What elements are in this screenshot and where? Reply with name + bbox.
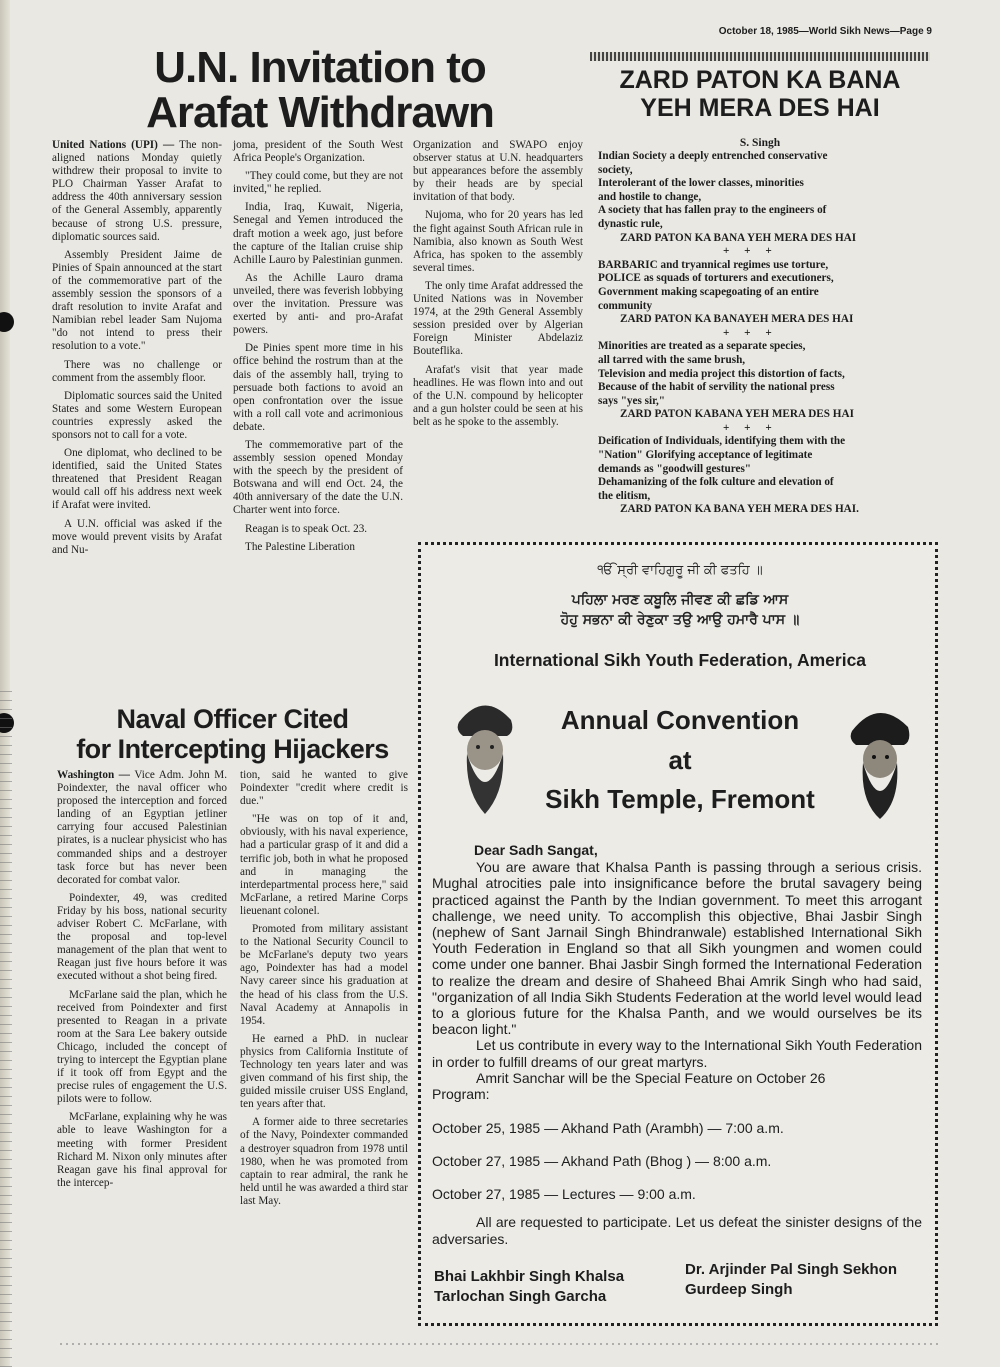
un-col2-para: India, Iraq, Kuwait, Nigeria, Senegal and Yemen introduced the draft motion a week ago, just before the capture of the Italian cruise ship Achille Lauro by Palestinian gunmen. [233,201,403,266]
un-col1-para: One diplomat, who declined to be identified, said the United States threatened that President Reagan would call off his address next week if Arafat were invited. [52,447,222,512]
program-label: Program: [432,1086,490,1103]
poem-line: Government making scapegoating of an entire [598,285,819,298]
bottom-rule [60,1343,940,1345]
poem-line: Minorities are treated as a separate species, [598,340,806,353]
naval-col1-para: McFarlane said the plan, which he received from Poindexter and first presented to Reagan in a private room at the Sara Lee bakery outside Chicago, included the concept of trying to intercept the Egyptian plane if it took off from Egypt and the precise rules of engagement the U.S. pilots were to follow. [57,988,227,1106]
un-column-3 [413,139,583,434]
signatories-right [685,1260,897,1300]
un-headline-line-2: Arafat Withdrawn [146,87,494,137]
poem-title-line-1: ZARD PATON KA BANA [619,66,901,94]
signatory: Dr. Arjinder Pal Singh Sekhon [685,1261,897,1278]
poem-title [590,67,930,122]
poem-line: demands as "goodwill gestures" [598,462,752,475]
ad-letter [432,842,922,1102]
punjabi-verse-line-1: ਪਹਿਲਾ ਮਰਣ ਕਬੂਲਿ ਜੀਵਣ ਕੀ ਛਡਿ ਆਸ [571,592,789,608]
portrait-left-image [445,692,523,814]
poem-line: Indian Society a deeply entrenched conservative [598,150,828,162]
convention-title [520,701,840,820]
poem-line: society, [598,163,633,176]
un-col1-para: Diplomatic sources said the United States and some Western European countries expressly asked the sponsors not to call for a vote. [52,389,222,441]
naval-col1-para: McFarlane, explaining why he was able to leave Washington for a meeting with former President Richard M. Nixon only minutes after Reagan gave his final approval for the intercep- [57,1111,227,1189]
un-col1-para-0: United Nations (UPI) — The non-aligned nations Monday quietly withdrew their proposal to invite to PLO Chairman Yasser Arafat to address the 40th anniversary session of the General Assembly, apparently because of strong U.S. pressure, diplomatic sources said. [52,139,222,243]
un-dateline: United Nations (UPI) — [52,139,175,151]
poem-refrain: ZARD PATON KA BANA YEH MERA DES HAI. [620,503,859,516]
un-col1-para: There was no challenge or comment from the assembly floor. [52,358,222,384]
un-col2-para: As the Achille Lauro drama unveiled, there was feverish lobbying over the invitation. Pressure was exerted by anti- and pro-Arafat powers. [233,271,403,337]
poem-line: "Nation" Glorifying acceptance of legitimate [598,449,813,462]
poem-separator: + + + [723,245,778,258]
poem-author: S. Singh [739,137,781,149]
program-item: October 27, 1985 — Akhand Path (Bhog ) — 8:00 a.m. [432,1153,772,1169]
naval-column-1 [57,769,227,1195]
punjabi-verse-line-2: ਹੋਹੁ ਸਭਨਾ ਕੀ ਰੇਣੁਕਾ ਤਉ ਆਉ ਹਮਾਰੈ ਪਾਸ ॥ [560,612,800,628]
program-item: October 25, 1985 — Akhand Path (Arambh) — 7:00 a.m. [432,1120,784,1136]
un-col2-para: De Pinies spent more time in his office behind the rostrum than at the dais of the assembly hall, trying to persuade both factions to avoid an open confrontation over the issue with a roll call vote and acrimonious debate. [233,342,403,433]
poem-refrain: ZARD PATON KA BANA YEH MERA DES HAI [620,231,857,244]
organization-name: International Sikh Youth Federation, America [493,650,867,670]
poem-line: BARBARIC and tryannical regimes use torture, [598,258,829,271]
un-col1-para: A U.N. official was asked if the move would prevent visits by Arafat and Nu- [52,517,222,556]
poem-line: Dehamanizing of the folk culture and elevation of [598,476,834,489]
portrait-right-image [840,697,918,819]
letter-paragraph-1: You are aware that Khalsa Panth is passing through a serious crisis. Mughal atrocities pale into insignificance before the brutal savagery being practiced against the Panth by the Indian government. To meet this arrogant challenge, we need unity. To accomplish this objective, Bhai Jasbir Singh (nephew of Sant Jarnail Singh Bhindranwale) established International Sikh Youth Federation in England so that all Sikh youngmen and women could come under one banner. Bhai Jasbir Singh formed the International Federation to realize the dream and desire of Shaheed Bhai Amrik Singh who had said, "organization of all India Sikh Students Federation at the world level would lead to a glorious future for the Khalsa Panth, and we would ourselves be its beacon light." [432,859,922,1038]
signatories-left [434,1267,624,1307]
un-col2-para: joma, president of the South West Africa People's Organization. [233,139,403,165]
un-col2-para: "They could come, but they are not invited," he replied. [233,170,403,196]
un-col1-para: Assembly President Jaime de Pinies of Spain announced at the start of the commemorative part of the assembly session the sponsors of a draft resolution to invite Arafat and Namibian rebel leader Sam Nujoma "do not intend to press their resolution to a vote." [52,248,222,353]
poem-body [598,150,938,517]
poem-separator: + + + [723,326,778,339]
naval-col2-para: Promoted from military assistant to the National Security Council to be McFarlane's deputy two years ago, Poindexter has had a model Navy career since his graduation at the head of his class from the U.S. Naval Academy at Annapolis in 1954. [240,923,408,1027]
poem-refrain: ZARD PATON KABANA YEH MERA DES HAI [620,408,854,421]
poem-line: community [598,299,653,312]
poem-title-line-2: YEH MERA DES HAI [640,93,880,122]
naval-column-2 [240,769,408,1213]
un-column-2 [233,139,403,559]
naval-col2-para: A former aide to three secretaries of the Navy, Poindexter commanded a destroyer squadron from 1978 until 1980, when he was promoted from captain to rear admiral, the rank he held until he was awarded a third star last May. [240,1116,408,1207]
letter-paragraph-2: Let us contribute in every way to the International Sikh Youth Federation in order to fulfill dreams of our great martyrs. [432,1037,922,1070]
un-col3-para: Organization and SWAPO enjoy observer status at U.N. headquarters but appearances before the assembly by their heads are by special invitation of that body. [413,139,583,204]
un-column-1 [52,139,222,562]
naval-dateline: Washington — [57,769,130,781]
naval-headline-line-2: for Intercepting Hijackers [76,734,389,765]
naval-col1-para: Poindexter, 49, was credited Friday by his boss, national security adviser Robert C. McFarlane, with the proposal and top-level management of the plan that went to Reagan just five hours before it was executed without a shot being fired. [57,891,227,983]
poem-line: Deification of Individuals, identifying them with the [598,435,846,448]
un-col3-para: The only time Arafat addressed the United Nations was in November 1974, at the 29th General Assembly session presided over by Algerian Foreign Minister Abdelaziz Bouteflika. [413,279,583,358]
poem-line: all tarred with the same brush, [598,353,746,366]
convention-title-line-1: Annual Convention [560,705,800,735]
poem-line: says "yes sir," [598,394,666,407]
punjabi-invocation: ੴ ਸ੍ਰੀ ਵਾਹਿਗੁਰੂ ਜੀ ਕੀ ਫਤਹਿ ॥ [597,563,763,578]
signatory: Bhai Lakhbir Singh Khalsa [434,1268,625,1285]
poem-line: and hostile to change, [598,190,702,203]
poem-line: Interolerant of the lower classes, minorities [598,177,804,190]
un-col3-para: Arafat's visit that year made headlines. He was flown into and out of the U.N. compound by helicopter and a gun holster could be seen at his belt as he spoke to the assembly. [413,363,583,428]
un-headline-line-1: U.N. Invitation to [154,43,486,92]
closing-text: All are requested to participate. Let us defeat the sinister designs of the adversaries. [432,1214,922,1247]
naval-col1-para-0: Washington — Vice Adm. John M. Poindexter, the naval officer who proposed the interception and forced landing of an Egyptian jetliner carrying four accused Palestinian pirates, is a nuclear physicist who has commanded ships and a destroyer task force but has never been decorated for combat valor. [57,769,227,886]
salutation: Dear Sadh Sangat, [474,842,598,858]
naval-col2-para: He earned a PhD. in nuclear physics from California Institute of Technology ten years later and was given command of his first ship, the guided missile cruiser USS England, ten years after that. [240,1032,408,1111]
poem-rule [590,52,930,61]
punch-hole [0,312,14,332]
signatory: Gurdeep Singh [685,1281,793,1298]
poem-line: POLICE as squads of torturers and executioners, [598,272,834,285]
poem-line: Television and media project this distortion of facts, [598,367,845,380]
un-headline [130,43,510,137]
poem-line: the elitism, [598,489,651,502]
naval-col2-para: "He was on top of it and, obviously, with his naval experience, had a particular grasp of it and did a terrific job, both in what he proposed and in managing the interdepartmental process here," said McFarlane, a retired Marine Corps lieuenant colonel. [240,813,408,917]
ruler-edge [0,690,12,1367]
un-col2-para: The commemorative part of the assembly session opened Monday with the speech by the president of Botswana and will end Oct. 24, the 40th anniversary of the date the U.N. Charter went into force. [233,438,403,517]
naval-col2-para: tion, said he wanted to give Poindexter "credit where credit is due." [240,769,408,808]
poem-separator: + + + [723,421,778,434]
un-col3-para: Nujoma, who for 20 years has led the fight against South African rule in Namibia, also known as South West Africa, has spoken to the assembly several times. [413,209,583,274]
poem-line: A society that has fallen pray to the engineers of [598,204,827,217]
naval-headline [60,704,405,764]
convention-title-line-2: at [668,744,692,775]
program-item: October 27, 1985 — Lectures — 9:00 a.m. [432,1186,696,1202]
letter-paragraph-3: Amrit Sanchar will be the Special Feature on October 26 [476,1069,826,1086]
poem-line: Because of the habit of servility the national press [598,381,835,394]
poem-line: dynastic rule, [598,217,663,230]
convention-title-line-3: Sikh Temple, Fremont [545,784,815,815]
poem-refrain: ZARD PATON KA BANAYEH MERA DES HAI [620,313,854,326]
un-col2-para: Reagan is to speak Oct. 23. [245,522,368,535]
signatory: Tarlochan Singh Garcha [434,1288,607,1305]
un-col2-para: The Palestine Liberation [245,540,355,553]
page-header: October 18, 1985—World Sikh News—Page 9 [718,26,932,37]
naval-headline-line-1: Naval Officer Cited [116,704,349,734]
